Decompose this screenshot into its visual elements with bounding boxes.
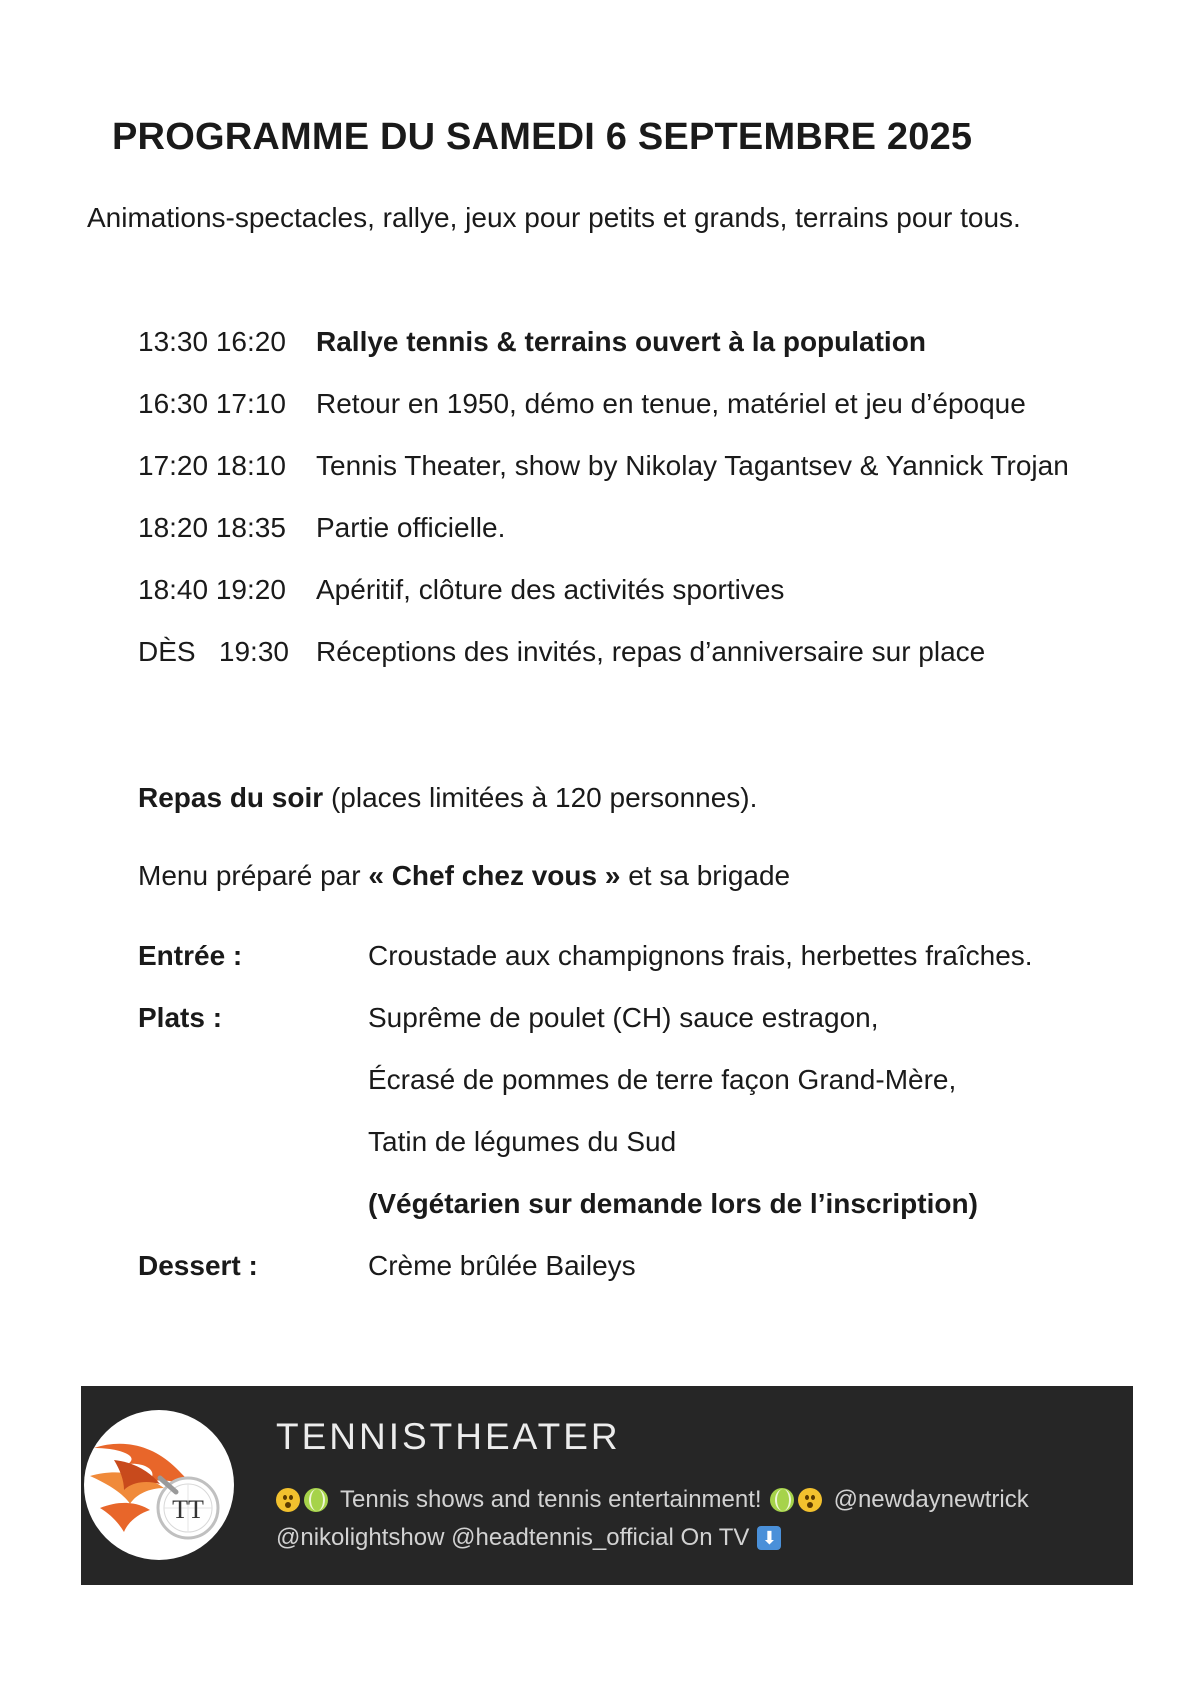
- meal-heading-bold: Repas du soir: [138, 782, 324, 813]
- schedule-activity: Rallye tennis & terrains ouvert à la population: [316, 326, 926, 357]
- schedule-activity: Partie officielle.: [316, 512, 506, 543]
- menu-row: [138, 1002, 1033, 1064]
- schedule: [138, 326, 1069, 698]
- menu-label: [138, 1188, 368, 1250]
- menu-suffix: et sa brigade: [620, 860, 791, 891]
- banner-line1: [276, 1486, 1029, 1514]
- menu: [138, 940, 1033, 1312]
- menu-label: [138, 1064, 368, 1126]
- menu-prefix: Menu préparé par: [138, 860, 369, 891]
- schedule-time: DÈS 19:30: [138, 636, 289, 667]
- page-subtitle: Animations-spectacles, rallye, jeux pour petits et grands, terrains pour tous.: [87, 202, 1021, 233]
- schedule-activity: Apéritif, clôture des activités sportives: [316, 574, 785, 605]
- meal-heading-rest: (places limitées à 120 personnes).: [323, 782, 758, 813]
- meal-heading: [138, 782, 757, 814]
- page-title: PROGRAMME DU SAMEDI 6 SEPTEMBRE 2025: [112, 116, 973, 158]
- banner-handle[interactable]: @newdaynewtrick: [833, 1486, 1029, 1513]
- schedule-row: [138, 450, 1069, 512]
- schedule-row: [138, 326, 1069, 388]
- menu-label: [138, 1126, 368, 1188]
- schedule-activity: Retour en 1950, démo en tenue, matériel et jeu d’époque: [316, 388, 1026, 419]
- tennis-ball-icon: [304, 1488, 328, 1512]
- schedule-row: [138, 636, 1069, 698]
- schedule-row: [138, 574, 1069, 636]
- astonished-face-icon: [798, 1488, 822, 1512]
- tennis-ball-icon: [770, 1488, 794, 1512]
- schedule-time: 16:30 17:10: [138, 388, 286, 419]
- menu-label: Plats :: [138, 1002, 223, 1033]
- menu-row: [138, 1126, 1033, 1188]
- menu-author: [138, 860, 790, 892]
- schedule-time: 18:40 19:20: [138, 574, 286, 605]
- menu-row: [138, 940, 1033, 1002]
- menu-value: Croustade aux champignons frais, herbettes fraîches.: [368, 940, 1033, 971]
- menu-value: Écrasé de pommes de terre façon Grand-Mère,: [368, 1064, 957, 1095]
- tennistheater-banner[interactable]: [81, 1386, 1133, 1585]
- schedule-time: 13:30 16:20: [138, 326, 286, 357]
- menu-value: Suprême de poulet (CH) sauce estragon,: [368, 1002, 879, 1033]
- schedule-row: [138, 388, 1069, 450]
- schedule-activity: Réceptions des invités, repas d’anniversaire sur place: [316, 636, 986, 667]
- flame-racket-icon: [84, 1410, 234, 1560]
- tennistheater-logo: [84, 1410, 234, 1560]
- menu-row: [138, 1250, 1033, 1312]
- schedule-time: 17:20 18:10: [138, 450, 286, 481]
- menu-value: Crème brûlée Baileys: [368, 1250, 636, 1281]
- banner-brand: TENNISTHEATER: [276, 1416, 621, 1457]
- menu-chef: « Chef chez vous »: [368, 860, 621, 891]
- menu-label: Dessert :: [138, 1250, 258, 1281]
- banner-line2: [276, 1524, 781, 1552]
- menu-row: [138, 1064, 1033, 1126]
- menu-row: [138, 1188, 1033, 1250]
- banner-handles[interactable]: @nikolightshow @headtennis_official On TV: [276, 1524, 750, 1551]
- menu-value: Tatin de légumes du Sud: [368, 1126, 677, 1157]
- down-arrow-icon: ⬇: [757, 1526, 781, 1550]
- schedule-activity: Tennis Theater, show by Nikolay Tagantsev & Yannick Trojan: [316, 450, 1069, 481]
- menu-label: Entrée :: [138, 940, 243, 971]
- astonished-face-icon: [276, 1488, 300, 1512]
- logo-letters: TT: [172, 1495, 204, 1524]
- schedule-time: 18:20 18:35: [138, 512, 286, 543]
- menu-value: (Végétarien sur demande lors de l’inscription): [368, 1188, 978, 1219]
- banner-tagline: Tennis shows and tennis entertainment!: [340, 1486, 762, 1513]
- schedule-row: [138, 512, 1069, 574]
